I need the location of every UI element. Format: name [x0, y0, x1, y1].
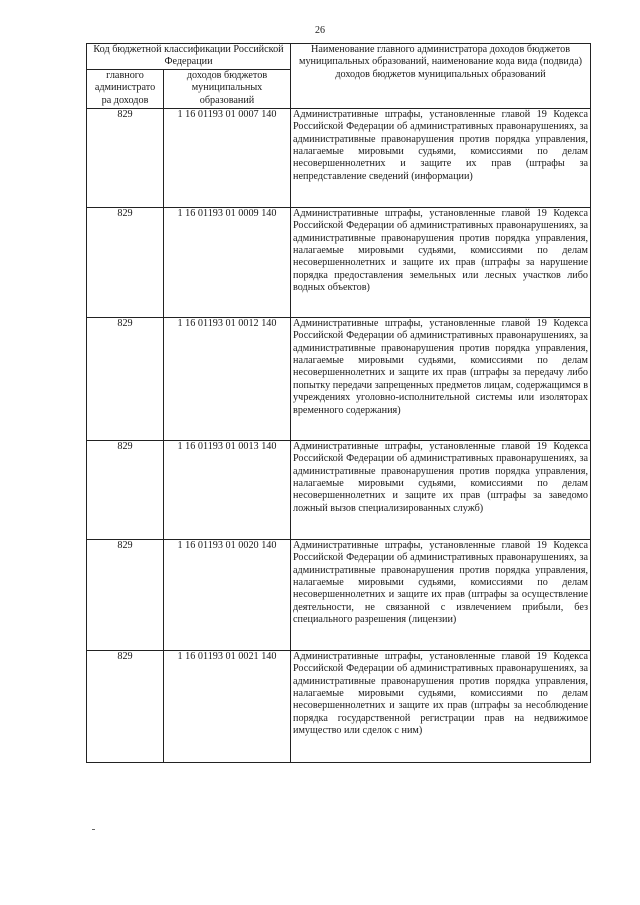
admin-code-cell: 829: [87, 207, 164, 317]
table-row: [87, 650, 591, 762]
description-cell: Административные штрафы, установленные главой 19 Кодекса Российской Федерации об административных правонарушениях, за административные правонарушения против порядка управления, налагаемые мировыми судьями, комиссиями по делам несовершеннолетних и защите их прав (штрафы за передачу либо попытку передачи запрещенных предметов лицам, содержащимся в учреждениях уголовно-исполнительной системы или изоляторах временного содержания): [291, 317, 591, 440]
budget-code-cell: 1 16 01193 01 0007 140: [164, 108, 291, 207]
table-row: [87, 440, 591, 539]
budget-code-cell: 1 16 01193 01 0020 140: [164, 539, 291, 650]
description-cell: Административные штрафы, установленные главой 19 Кодекса Российской Федерации об административных правонарушениях, за административные правонарушения против порядка управления, налагаемые мировыми судьями, комиссиями по делам несовершеннолетних и защите их прав (штрафы за осуществление деятельности, не связанной с извлечением прибыли, без специального разрешения (лицензии): [291, 539, 591, 650]
header-code-column: доходов бюджетов муниципальных образований: [164, 69, 291, 108]
description-cell: Административные штрафы, установленные главой 19 Кодекса Российской Федерации об административных правонарушениях, за административные правонарушения против порядка управления, налагаемые мировыми судьями, комиссиями по делам несовершеннолетних и защите их прав (штрафы за заведомо ложный вызов специализированных служб): [291, 440, 591, 539]
table-row: [87, 317, 591, 440]
admin-code-cell: 829: [87, 650, 164, 762]
description-cell: Административные штрафы, установленные главой 19 Кодекса Российской Федерации об административных правонарушениях, за административные правонарушения против порядка управления, налагаемые мировыми судьями, комиссиями по делам несовершеннолетних и защите их прав (штрафы за несоблюдение порядка государственной регистрации прав на недвижимое имущество или сделок с ним): [291, 650, 591, 762]
table-row: [87, 539, 591, 650]
table-row: [87, 108, 591, 207]
table-row: [87, 207, 591, 317]
admin-code-cell: 829: [87, 108, 164, 207]
budget-code-cell: 1 16 01193 01 0013 140: [164, 440, 291, 539]
scan-mark: [92, 829, 95, 830]
admin-code-cell: 829: [87, 317, 164, 440]
header-name-column: Наименование главного администратора доходов бюджетов муниципальных образований, наименование кода вида (подвида) доходов бюджетов муниципальных образований: [291, 44, 591, 109]
budget-classification-table: [86, 43, 591, 763]
description-cell: Административные штрафы, установленные главой 19 Кодекса Российской Федерации об административных правонарушениях, за административные правонарушения против порядка управления, налагаемые мировыми судьями, комиссиями по делам несовершеннолетних и защите их прав (штрафы за нарушение порядка предоставления земельных или лесных участков либо водных объектов): [291, 207, 591, 317]
description-cell: Административные штрафы, установленные главой 19 Кодекса Российской Федерации об административных правонарушениях, за административные правонарушения против порядка управления, налагаемые мировыми судьями, комиссиями по делам несовершеннолетних и защите их прав (штрафы за непредставление сведений (информации): [291, 108, 591, 207]
header-group-title: Код бюджетной классификации Российской Федерации: [87, 44, 291, 70]
header-row-top: [87, 44, 591, 70]
budget-code-cell: 1 16 01193 01 0021 140: [164, 650, 291, 762]
budget-code-cell: 1 16 01193 01 0012 140: [164, 317, 291, 440]
admin-code-cell: 829: [87, 539, 164, 650]
header-admin-column: главного администрато ра доходов: [87, 69, 164, 108]
admin-code-cell: 829: [87, 440, 164, 539]
page-number: 26: [315, 25, 325, 36]
budget-code-cell: 1 16 01193 01 0009 140: [164, 207, 291, 317]
